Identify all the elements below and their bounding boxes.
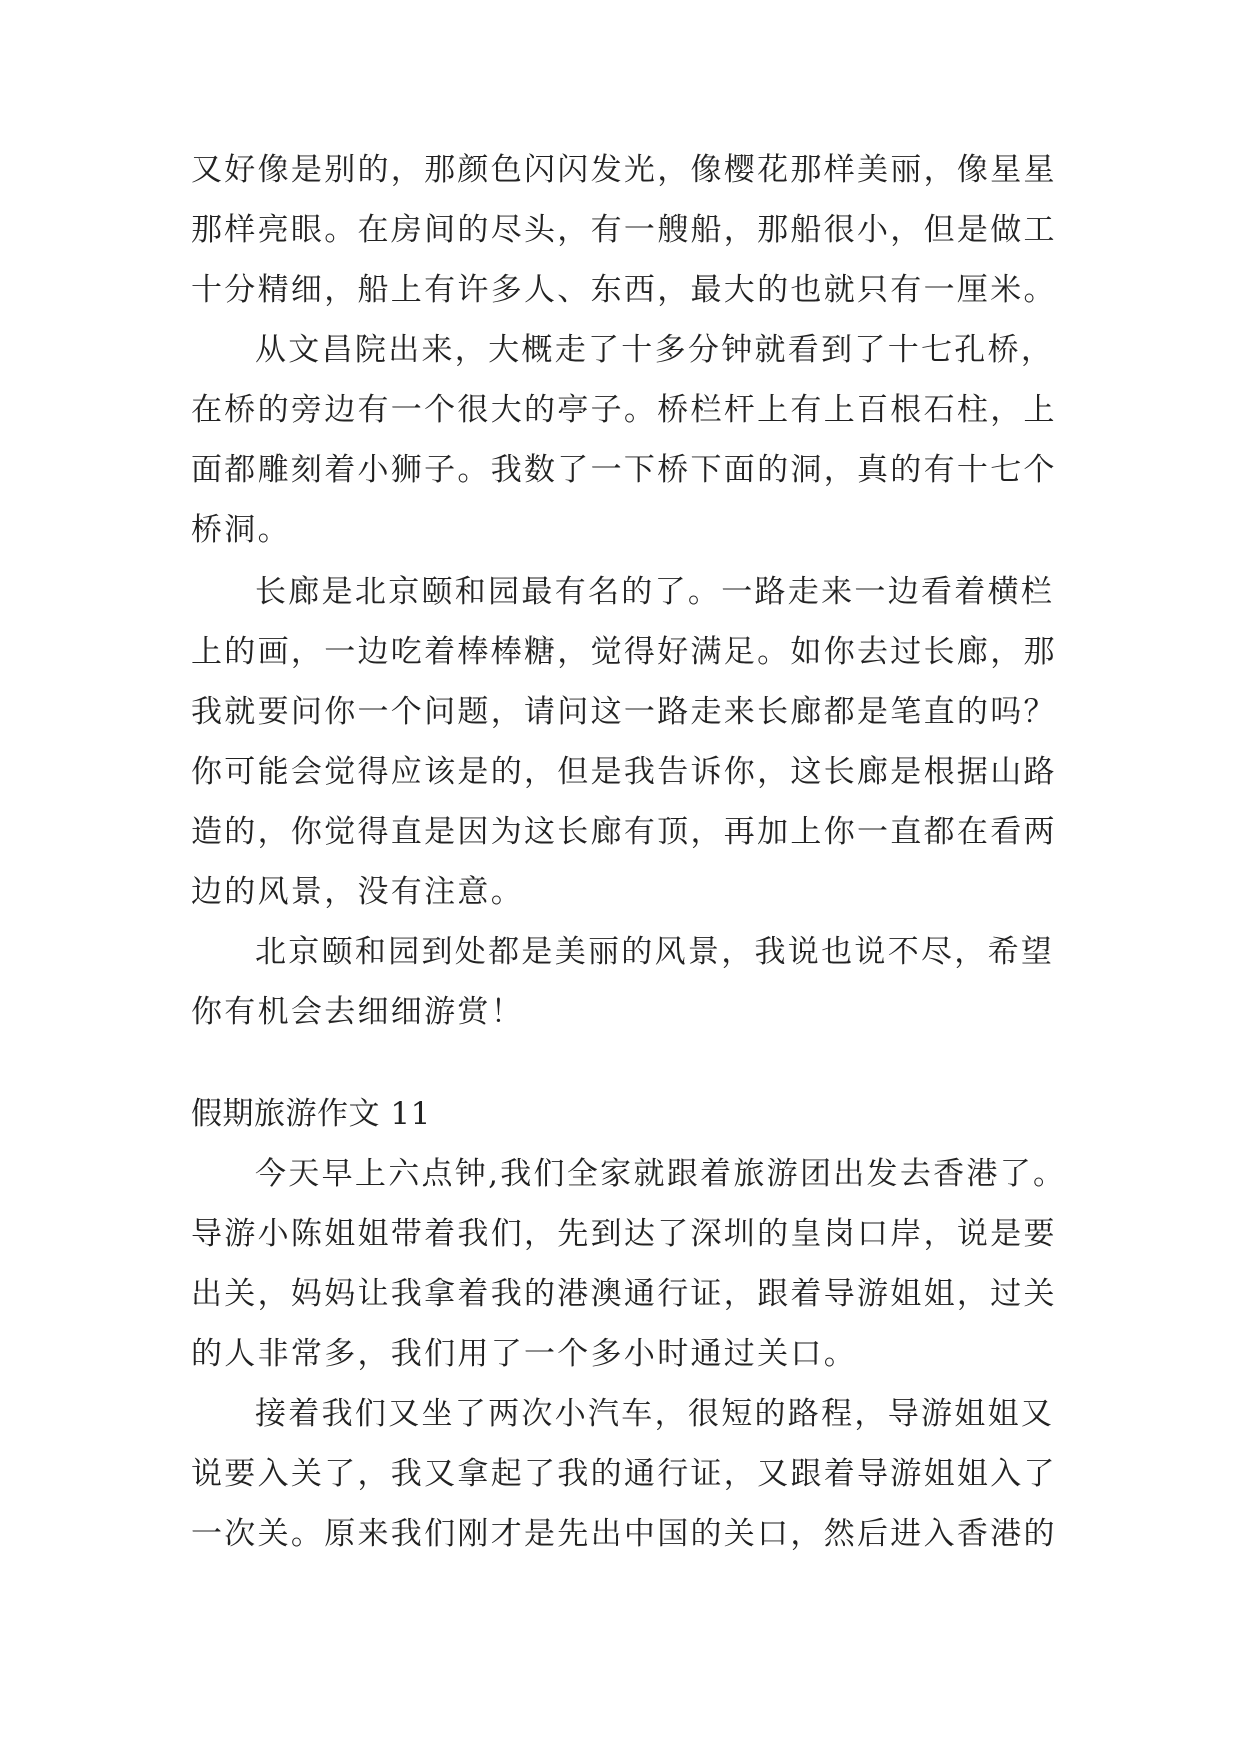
paragraph-line: 造的，你觉得直是因为这长廊有顶，再加上你一直都在看两 — [191, 814, 1057, 850]
paragraph-line: 长廊是北京颐和园最有名的了。一路走来一边看着横栏 — [255, 574, 1055, 610]
paragraph-line: 在桥的旁边有一个很大的亭子。桥栏杆上有上百根石柱，上 — [191, 392, 1057, 428]
paragraph-line: 说要入关了，我又拿起了我的通行证，又跟着导游姐姐入了 — [191, 1456, 1057, 1492]
paragraph-line: 我就要问你一个问题，请问这一路走来长廊都是笔直的吗？ — [191, 694, 1057, 730]
section-heading: 假期旅游作文 11 — [191, 1096, 431, 1132]
paragraph-line: 从文昌院出来，大概走了十多分钟就看到了十七孔桥， — [255, 332, 1055, 368]
paragraph-line: 桥洞。 — [191, 512, 291, 548]
paragraph-line: 出关，妈妈让我拿着我的港澳通行证，跟着导游姐姐，过关 — [191, 1276, 1057, 1312]
paragraph-line: 面都雕刻着小狮子。我数了一下桥下面的洞，真的有十七个 — [191, 452, 1057, 488]
paragraph-line: 你可能会觉得应该是的，但是我告诉你，这长廊是根据山路 — [191, 754, 1057, 790]
paragraph-line: 的人非常多，我们用了一个多小时通过关口。 — [191, 1336, 857, 1372]
paragraph-line: 北京颐和园到处都是美丽的风景，我说也说不尽，希望 — [255, 934, 1055, 970]
paragraph-line: 又好像是别的，那颜色闪闪发光，像樱花那样美丽，像星星 — [191, 152, 1057, 188]
paragraph-line: 那样亮眼。在房间的尽头，有一艘船，那船很小，但是做工 — [191, 212, 1057, 248]
paragraph-line: 导游小陈姐姐带着我们，先到达了深圳的皇岗口岸，说是要 — [191, 1216, 1057, 1252]
paragraph-line: 十分精细，船上有许多人、东西，最大的也就只有一厘米。 — [191, 272, 1057, 308]
paragraph-line: 你有机会去细细游赏！ — [191, 994, 524, 1030]
paragraph-line: 今天早上六点钟,我们全家就跟着旅游团出发去香港了。 — [255, 1156, 1067, 1192]
paragraph-line: 上的画，一边吃着棒棒糖，觉得好满足。如你去过长廊，那 — [191, 634, 1057, 670]
paragraph-line: 边的风景，没有注意。 — [191, 874, 524, 910]
paragraph-line: 接着我们又坐了两次小汽车，很短的路程，导游姐姐又 — [255, 1396, 1055, 1432]
paragraph-line: 一次关。原来我们刚才是先出中国的关口，然后进入香港的 — [191, 1516, 1057, 1552]
